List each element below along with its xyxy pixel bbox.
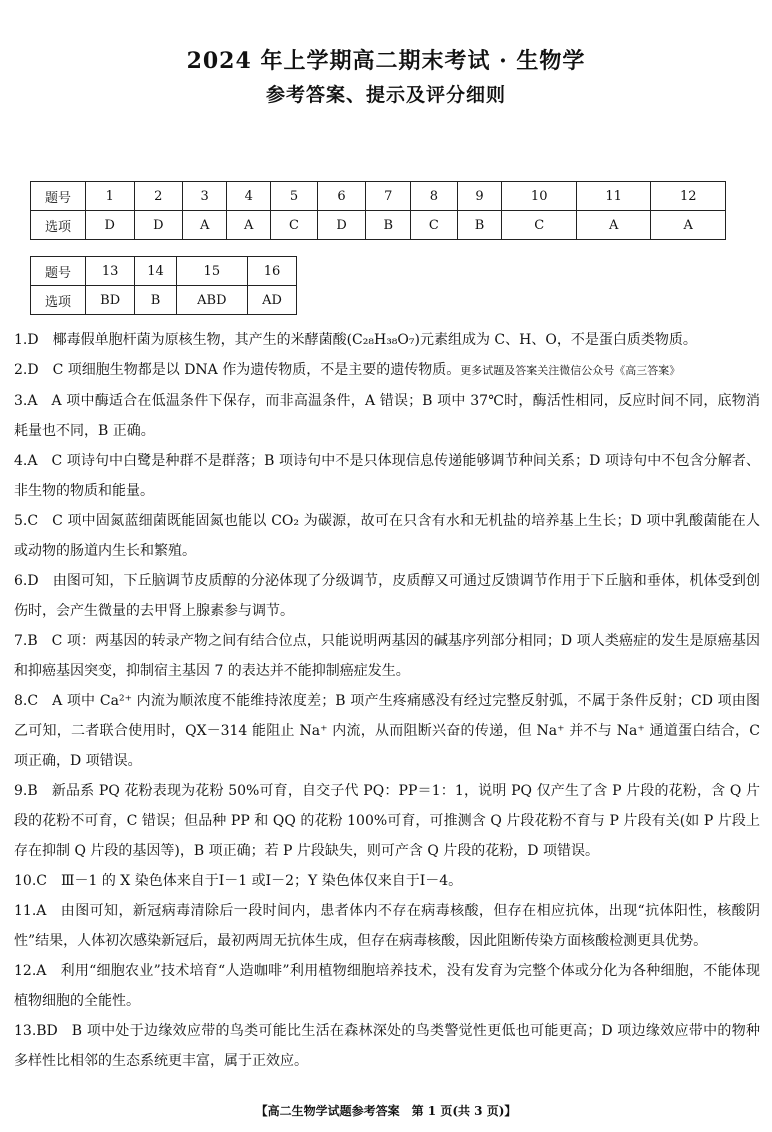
answer-item: [14, 566, 760, 626]
answer-explanation: 由图可知，新冠病毒清除后一段时间内，患者体内不存在病毒核酸，但存在相应抗体，出现“抗体阳性，核酸阴性”结果，人体初次感染新冠后，最初两周无抗体生成，但存在病毒核酸，因此阻断传染方面核酸检测更具优势。: [14, 903, 760, 949]
answer-item: [14, 386, 760, 446]
answer-number: 1.D: [14, 332, 39, 348]
table-cell: 3: [183, 182, 227, 211]
answer-item: [14, 896, 760, 956]
answer-explanation: A 项中酶适合在低温条件下保存，而非高温条件，A 错误；B 项中 37℃时，酶活性相同，反应时间不同，底物消耗量也不同，B 正确。: [14, 393, 760, 439]
answer-explanation: 椰毒假单胞杆菌为原核生物，其产生的米酵菌酸(C₂₈H₃₈O₇)元素组成为 C、H、O，不是蛋白质类物质。: [52, 332, 697, 348]
table-cell: AD: [248, 286, 297, 315]
table-cell: 10: [502, 182, 576, 211]
answer-item: [14, 1016, 760, 1076]
answer-number: 3.A: [14, 393, 38, 409]
answer-explanation: A 项中 Ca²⁺ 内流为顺浓度不能维持浓度差；B 项产生疼痛感没有经过完整反射弧，不属于条件反射；CD 项由图乙可知，二者联合使用时，QX－314 能阻止 Na⁺ 内流，从而阻断兴奋的传递，但 Na⁺ 并不与 Na⁺ 通道蛋白结合，C 项正确，D 项错误。: [14, 693, 760, 769]
answer-number: 13.BD: [14, 1023, 58, 1039]
answer-item: [14, 776, 760, 866]
table-cell: BD: [86, 286, 135, 315]
answer-number: 7.B: [14, 633, 38, 649]
answer-number: 11.A: [14, 903, 47, 919]
answer-number: 6.D: [14, 573, 39, 589]
answer-table-1: [30, 181, 726, 240]
table-cell: 1: [86, 182, 135, 211]
answer-item: [14, 325, 760, 355]
table-cell: 12: [651, 182, 726, 211]
page-footer: 【高二生物学试题参考答案 第 1 页(共 3 页)】: [255, 1104, 517, 1118]
table-cell: 13: [86, 257, 135, 286]
answer-explanations: [14, 325, 760, 1076]
table-cell: B: [457, 211, 502, 240]
answer-number: 5.C: [14, 513, 39, 529]
table-cell: 8: [411, 182, 457, 211]
table-cell: B: [135, 286, 176, 315]
answer-explanation: 利用“细胞农业”技术培育“人造咖啡”利用植物细胞培养技术，没有发育为完整个体或分化为各种细胞，不能体现植物细胞的全能性。: [14, 963, 760, 1009]
table-cell: A: [227, 211, 271, 240]
table-cell: 4: [227, 182, 271, 211]
table-cell: D: [86, 211, 135, 240]
answer-explanation: C 项中固氮蓝细菌既能固氮也能以 CO₂ 为碳源，故可在只含有水和无机盐的培养基上生长；D 项中乳酸菌能在人或动物的肠道内生长和繁殖。: [14, 513, 760, 559]
table-cell: 2: [134, 182, 183, 211]
answer-item: [14, 355, 760, 386]
table-cell: C: [502, 211, 576, 240]
answer-explanation: C 项：两基因的转录产物之间有结合位点，只能说明两基因的碱基序列部分相同；D 项人类癌症的发生是原癌基因和抑癌基因突变，抑制宿主基因 7 的表达并不能抑制癌症发生。: [14, 633, 760, 679]
table-cell: D: [134, 211, 183, 240]
answer-number: 12.A: [14, 963, 47, 979]
table-row-options: [31, 211, 726, 240]
table-row-numbers: [31, 257, 297, 286]
answer-number: 8.C: [14, 693, 39, 709]
promo-note: 更多试题及答案关注微信公众号《高三答案》: [460, 364, 681, 377]
table-cell: 5: [271, 182, 317, 211]
answer-explanation: C 项诗句中白鹭是种群不是群落；B 项诗句中不是只体现信息传递能够调节种间关系；D 项诗句中不包含分解者、非生物的物质和能量。: [14, 453, 760, 499]
table-cell: A: [651, 211, 726, 240]
table-cell: C: [411, 211, 457, 240]
answer-item: [14, 686, 760, 776]
answer-number: 2.D: [14, 362, 39, 378]
table-cell: 9: [457, 182, 502, 211]
answer-item: [14, 956, 760, 1016]
row-label-option: 选项: [31, 211, 86, 240]
table-cell: 15: [176, 257, 247, 286]
table-row-options: [31, 286, 297, 315]
answer-explanation: B 项中处于边缘效应带的鸟类可能比生活在森林深处的鸟类警觉性更低也可能更高；D 项边缘效应带中的物种多样性比相邻的生态系统更丰富，属于正效应。: [14, 1023, 760, 1069]
page-subtitle: 参考答案、提示及评分细则: [265, 84, 506, 106]
answer-number: 9.B: [14, 783, 38, 799]
answer-explanation: 新品系 PQ 花粉表现为花粉 50%可育，自交子代 PQ：PP＝1：1，说明 PQ 仅产生了含 P 片段的花粉，含 Q 片段的花粉不可育，C 错误；但品种 PP 和 QQ 的花粉 100%可育，可推测含 Q 片段花粉不育与 P 片段有关(如 P 片段上存在抑制 Q 片段的基因等)，B 项正确；若 P 片段缺失，则可产含 Q 片段的花粉，D 项错误。: [14, 783, 760, 859]
table-cell: 7: [366, 182, 411, 211]
table-cell: B: [366, 211, 411, 240]
answer-table-2: [30, 256, 297, 315]
answer-item: [14, 506, 760, 566]
table-cell: 14: [135, 257, 176, 286]
answer-number: 10.C: [14, 873, 47, 889]
table-cell: A: [576, 211, 650, 240]
table-cell: D: [317, 211, 366, 240]
table-cell: ABD: [176, 286, 247, 315]
page-title: 2024 年上学期高二期末考试 · 生物学: [186, 48, 586, 74]
row-label-option: 选项: [31, 286, 86, 315]
answer-item: [14, 866, 760, 896]
answer-explanation: C 项细胞生物都是以 DNA 作为遗传物质，不是主要的遗传物质。: [52, 362, 461, 378]
answer-item: [14, 626, 760, 686]
answer-explanation: 由图可知，下丘脑调节皮质醇的分泌体现了分级调节，皮质醇又可通过反馈调节作用于下丘脑和垂体，机体受到创伤时，会产生微量的去甲肾上腺素参与调节。: [14, 573, 760, 619]
table-cell: 16: [248, 257, 297, 286]
table-cell: C: [271, 211, 317, 240]
table-cell: 6: [317, 182, 366, 211]
answer-number: 4.A: [14, 453, 38, 469]
table-cell: A: [183, 211, 227, 240]
row-label-number: 题号: [31, 182, 86, 211]
table-cell: 11: [576, 182, 650, 211]
table-row-numbers: [31, 182, 726, 211]
answer-item: [14, 446, 760, 506]
row-label-number: 题号: [31, 257, 86, 286]
answer-explanation: Ⅲ－1 的 X 染色体来自于Ⅰ－1 或Ⅰ－2；Y 染色体仅来自于Ⅰ－4。: [60, 873, 463, 889]
